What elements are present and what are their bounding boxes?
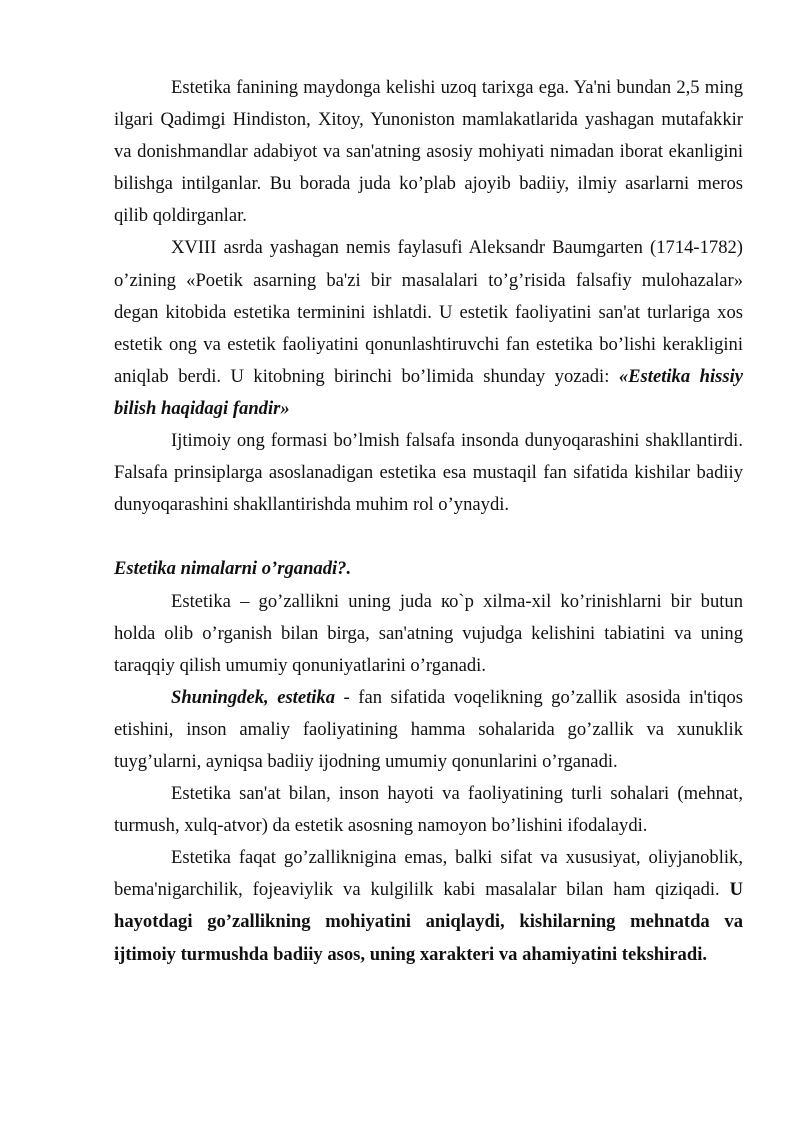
also-text: - fan sifatida voqelikning go’zallik asosida in'tiqos etishini, inson amaliy faoliyatining hamma sohalarida go’zallik va xunuklik tuyg’ularni, ayniqsa badiiy ijodning umumiy qonunlarini o’rganadi. [114,686,743,772]
paragraph-baumgarten [114,232,743,425]
paragraph-philosophy: Ijtimoiy ong formasi bo’lmish falsafa insonda dunyoqarashini shakllantirdi. Falsafa prinsiplarga asoslanadigan estetika esa mustaqil fan sifatida kishilar badiiy dunyoqarashini shakllantirishda muhim rol o’ynaydi. [114,430,743,516]
paragraph-also [114,682,743,778]
scope-text: Estetika faqat go’zalliknigina emas, balki sifat va xususiyat, oliyjanoblik, bema'nigarchilik, fojeaviylik va kulgililk kabi masalalar bilan ham qiziqadi. [114,847,743,901]
paragraph-scope [114,842,743,970]
baumgarten-text: XVIII asrda yashagan nemis faylasufi Aleksandr Baumgarten (1714-1782) o’zining «Poetik asarning ba'zi bir masalalari to’g’risida falsafiy mulohazalar» degan kitobida estetika terminini ishlatdi. U estetik faoliyatini san'at turlariga xos estetik ong va estetik faoliyatini qonunlashtiruvchi fan estetika bo’lishi kerakligini aniqlab berdi. U kitobning birinchi bo’limida shunday yozadi: [114,237,743,387]
paragraph-art-life: Estetika san'at bilan, inson hayoti va faoliyatining turli sohalari (mehnat, turmush, xulq-atvor) da estetik asosning namoyon bo’lishini ifodalaydi. [114,783,743,837]
blank-line [114,521,743,553]
paragraph-definition: Estetika – go’zallikni uning juda ко`p xilma-xil ko’rinishlarni bir butun holda olib o’rganish bilan birga, san'atning vujudga kelishini tabiatini va uning taraqqiy qilish umumiy qonuniyatlarini o’rganadi. [114,590,743,676]
baumgarten-quote: «Estetika hissiy bilish haqidagi fandir» [114,365,744,419]
section-heading: Estetika nimalarni o’rganadi?. [114,558,352,580]
paragraph-origin: Estetika fanining maydonga kelishi uzoq tarixga ega. Ya'ni bundan 2,5 ming ilgari Qadimgi Hindiston, Xitoy, Yunoniston mamlakatlarida yashagan mutafakkir va donishmandlar adabiyot va san'atning asosiy mohiyati nimadan iborat ekanligini bilishga intilganlar. Bu borada juda ko’plab ajoyib badiiy, ilmiy asarlarni meros qilib qoldirganlar. [114,77,743,227]
also-lead: Shuningdek, estetika [171,686,336,708]
scope-bold-statement: U hayotdagi go’zallikning mohiyatini aniqlaydi, kishilarning mehnatda va ijtimoiy turmushda badiiy asos, uning xarakteri va ahamiyatini tekshiradi. [114,879,743,965]
